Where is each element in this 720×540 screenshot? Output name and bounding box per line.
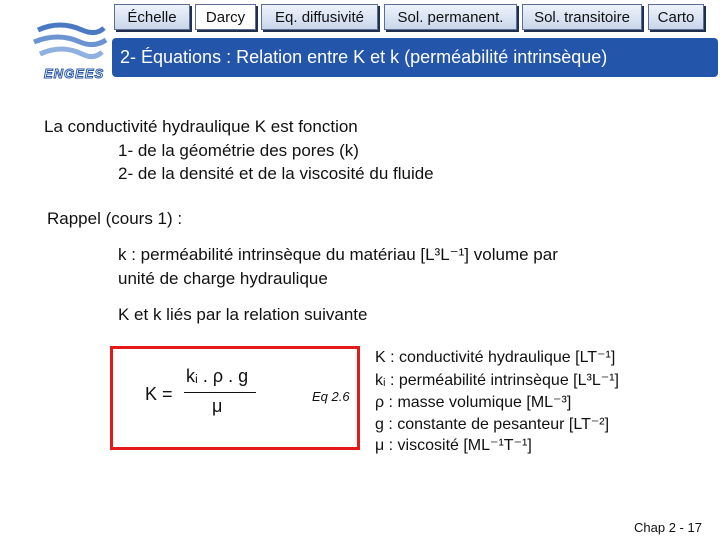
legend-g: g : constante de pesanteur [LT⁻²]: [375, 416, 610, 433]
engees-logo: [30, 18, 110, 84]
k-definition-line-1: k : perméabilité intrinsèque du matériau [L³L⁻¹] volume par: [118, 245, 558, 264]
formula-lhs: K =: [145, 384, 173, 404]
legend-rho: ρ : masse volumique [ML⁻³]: [375, 394, 572, 411]
intro-line-2: 1- de la géométrie des pores (k): [118, 141, 359, 160]
relation-intro: K et k liés par la relation suivante: [118, 305, 368, 324]
legend-mu: μ : viscosité [ML⁻¹T⁻¹]: [375, 437, 532, 454]
slide-title-bar: [112, 38, 718, 77]
formula-numerator: kᵢ . ρ . g: [186, 366, 249, 386]
k-definition-line-2: unité de charge hydraulique: [118, 269, 328, 288]
tab-carto[interactable]: Carto: [648, 4, 704, 30]
intro-line-1: La conductivité hydraulique K est fonction: [44, 117, 358, 136]
rappel-heading: Rappel (cours 1) :: [47, 209, 183, 228]
tab-echelle[interactable]: Échelle: [114, 4, 190, 30]
page-number: Chap 2 - 17: [634, 520, 702, 535]
wave-logo-icon: [30, 18, 110, 68]
legend-ki: kᵢ : perméabilité intrinsèque [L³L⁻¹]: [375, 372, 619, 389]
slide-title: 2- Équations : Relation entre K et k (perméabilité intrinsèque): [120, 47, 608, 67]
tab-eq-diffusivite[interactable]: Eq. diffusivité: [261, 4, 378, 30]
intro-line-3: 2- de la densité et de la viscosité du fluide: [118, 164, 434, 183]
legend-k: K : conductivité hydraulique [LT⁻¹]: [375, 349, 616, 366]
logo-text: ENGEES: [44, 66, 105, 81]
tab-darcy[interactable]: Darcy: [195, 4, 256, 30]
tab-sol-permanent[interactable]: Sol. permanent.: [384, 4, 517, 30]
formula-denominator: μ: [212, 396, 223, 416]
fraction-bar: [184, 392, 256, 393]
tab-sol-transitoire[interactable]: Sol. transitoire: [522, 4, 642, 30]
equation-label: Eq 2.6: [312, 389, 350, 404]
